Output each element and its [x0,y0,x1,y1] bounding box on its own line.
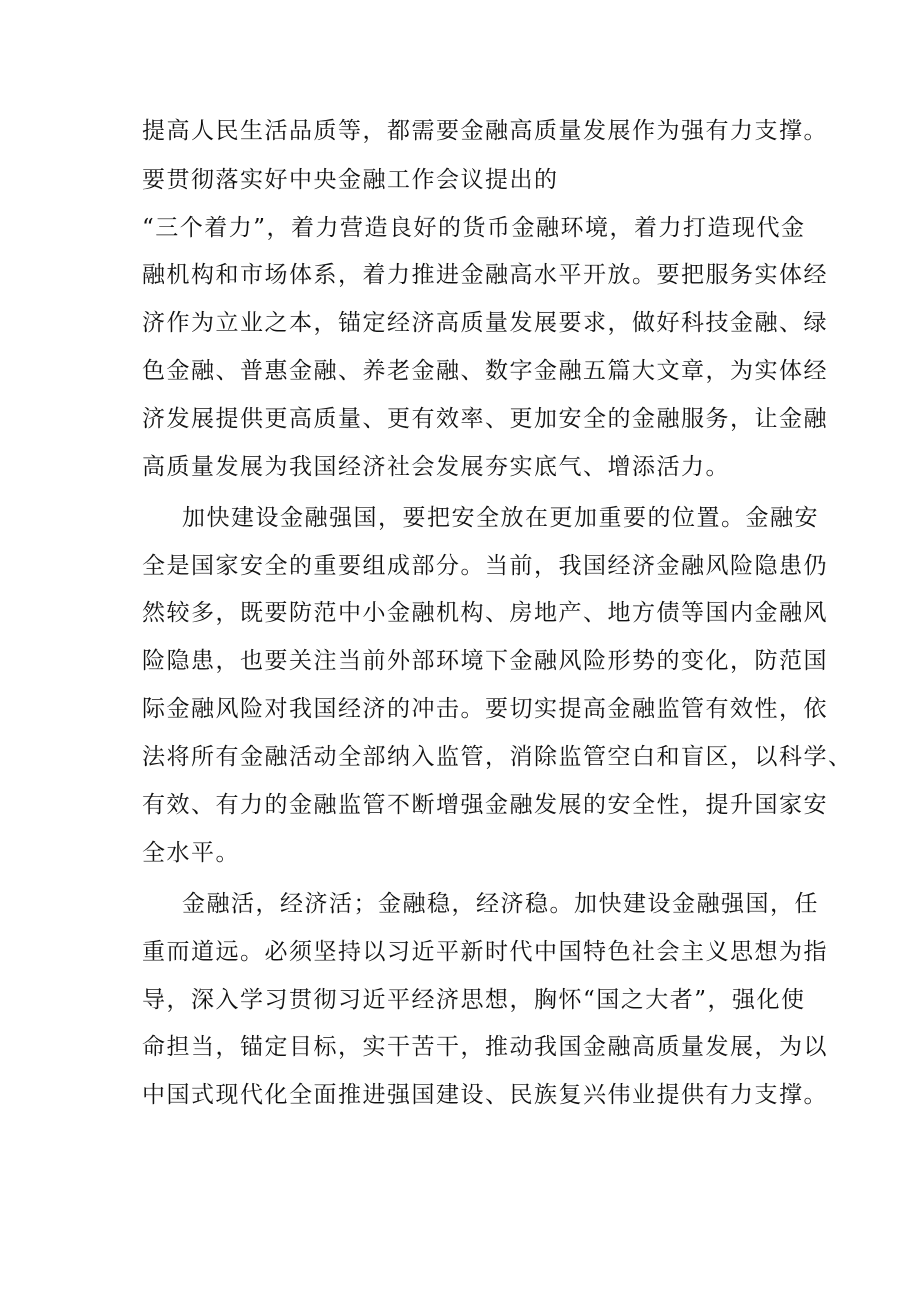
text-line: 提高人民生活品质等，都需要金融高质量发展作为强有力支撑。 [142,118,828,144]
text-line: 有效、有力的金融监管不断增强金融发展的安全性，提升国家安 [142,792,828,818]
text-line: 济发展提供更高质量、更有效率、更加安全的金融服务，让金融 [142,406,828,432]
text-line: 险隐患，也要关注当前外部环境下金融风险形势的变化，防范国 [142,648,828,674]
text-line: 济作为立业之本，锚定经济高质量发展要求，做好科技金融、绿 [142,310,828,336]
text-line: 然较多，既要防范中小金融机构、房地产、地方债等国内金融风 [142,600,828,626]
text-line: 高质量发展为我国经济社会发展夯实底气、增添活力。 [142,454,730,480]
text-line: 重而道远。必须坚持以习近平新时代中国特色社会主义思想为指 [142,939,828,965]
text-line: 命担当，锚定目标，实干苦干，推动我国金融高质量发展，为以 [142,1034,828,1060]
text-line: 融机构和市场体系，着力推进金融高水平开放。要把服务实体经 [142,262,828,288]
paragraph-first-line: 加快建设金融强国，要把安全放在更加重要的位置。金融安 [182,505,819,531]
text-line: 色金融、普惠金融、养老金融、数字金融五篇大文章，为实体经 [142,358,828,384]
text-line: 要贯彻落实好中央金融工作会议提出的 [142,167,559,193]
text-line: 导，深入学习贯彻习近平经济思想，胸怀“国之大者”，强化使 [142,987,806,1013]
text-line: “三个着力”，着力营造良好的货币金融环境，着力打造现代金 [142,215,806,241]
paragraph-first-line: 金融活，经济活；金融稳，经济稳。加快建设金融强国，任 [182,891,819,917]
text-line: 法将所有金融活动全部纳入监管，消除监管空白和盲区，以科学、 [142,744,853,770]
text-line: 全水平。 [142,840,240,866]
text-line: 中国式现代化全面推进强国建设、民族复兴伟业提供有力支撑。 [142,1082,828,1108]
text-line: 际金融风险对我国经济的冲击。要切实提高金融监管有效性，依 [142,696,828,722]
text-line: 全是国家安全的重要组成部分。当前，我国经济金融风险隐患仍 [142,553,828,579]
